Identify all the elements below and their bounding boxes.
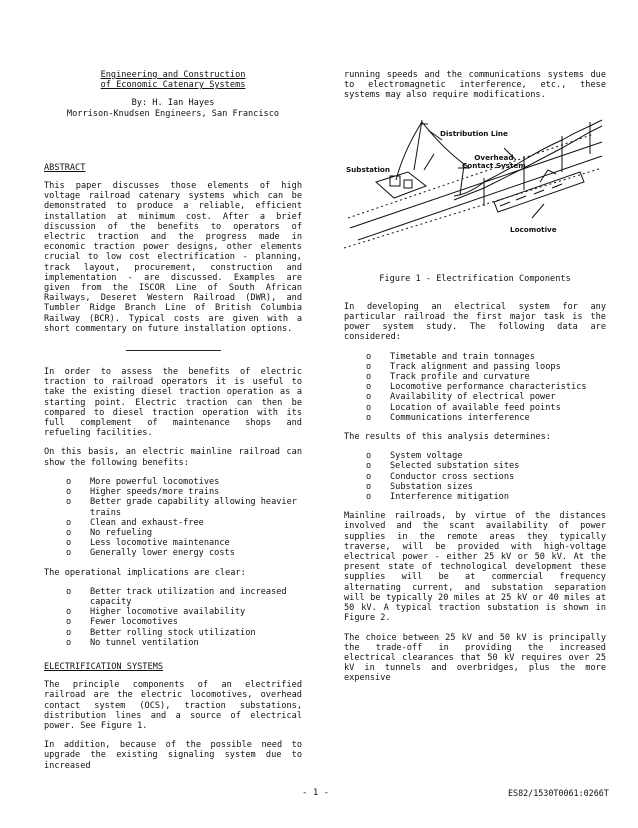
list-item: o Communications interference <box>366 412 530 423</box>
leader-line <box>424 154 434 170</box>
label-overhead-contact-system: Overhead Contact System <box>462 152 526 170</box>
electrification-paragraph-2-continued: running speeds and the communications systems due to electromagnetic interference, etc., these systems may also require modifications. <box>344 70 606 101</box>
list-item: o Generally lower energy costs <box>66 548 235 559</box>
list-item: o Track alignment and passing loops <box>366 361 561 372</box>
list-item: o Conductor cross sections <box>366 471 515 482</box>
abstract-heading: ABSTRACT <box>44 162 86 173</box>
paper-title-line-2: of Economic Catenary Systems <box>100 80 246 91</box>
document-code: ES82/1530T0061:0266T <box>508 788 609 798</box>
benefits-list <box>66 477 302 559</box>
list-item: o No refueling <box>66 527 153 538</box>
paper-title-line-1: Engineering and Construction <box>100 70 246 80</box>
list-item: o Location of available feed points <box>366 402 561 413</box>
list-item: o Better grade capability allowing heavier trains <box>66 497 297 518</box>
list-item: o Availability of electrical power <box>366 392 556 403</box>
section-divider <box>126 350 221 351</box>
list-item: o Fewer locomotives <box>66 617 178 628</box>
label-distribution-line: Distribution Line <box>440 128 508 138</box>
list-item: o No tunnel ventilation <box>66 637 199 648</box>
electrification-heading: ELECTRIFICATION SYSTEMS <box>44 661 163 672</box>
author: By: H. Ian Hayes <box>131 98 215 109</box>
study-paragraph-1: In developing an electrical system for any particular railroad the first major task is the power system study. The following data are considered: <box>344 301 606 343</box>
figure-1 <box>344 110 606 260</box>
intro-paragraph-1: In order to assess the benefits of electric traction to railroad operators it is useful to take the existing diesel traction operation as a starting point. Electric traction can then be compared to diesel traction operation with its full complement of maintenance shops and refueling facilities. <box>44 367 302 439</box>
list-item: o Selected substation sites <box>366 461 520 472</box>
intro-paragraph-3: The operational implications are clear: <box>44 567 246 578</box>
list-item: o Better rolling stock utilization <box>66 627 256 638</box>
list-item: o Clean and exhaust-free <box>66 517 204 528</box>
study-results-list <box>366 451 606 502</box>
substation-base <box>376 172 426 198</box>
list-item: o Locomotive performance characteristics <box>366 382 587 393</box>
intro-paragraph-2: On this basis, an electric mainline railroad can show the following benefits: <box>44 447 302 468</box>
study-paragraph-2: The results of this analysis determines: <box>344 432 551 443</box>
list-item: o Timetable and train tonnages <box>366 351 535 362</box>
electrification-paragraph-2: In addition, because of the possible need to upgrade the existing signaling system due to increased <box>44 740 302 771</box>
study-paragraph-3: Mainline railroads, by virtue of the distances involved and the scant availability of power supplies in the remote areas they typically traverse, will be provided with high-voltage electrical power - either 25 kV or 50 kV. At the present state of technological development these supplies will be at commercial frequency alternating current, and substation separation will be typically 20 miles at 25 kV or 40 miles at 50 kV. A typical traction substation is shown in Figure 2. <box>344 511 606 624</box>
study-paragraph-4: The choice between 25 kV and 50 kV is principally the trade-off in providing the increased electrical clearances that 50 kV requires over 25 kV in tunnels and overbridges, plus the more expensive <box>344 632 606 684</box>
list-item: o Interference mitigation <box>366 492 509 503</box>
abstract-text: This paper discusses those elements of high voltage railroad catenary systems which can be demonstrated to produce a reliable, efficient installation at minimum cost. After a brief discussion of the benefits to operators of electric traction and the progress made in economic traction power designs, other elements crucial to low cost electrification - planning, track layout, procurement, construction and implementation - are discussed. Examples are given from the ISCOR Line of South African Railways, Deseret Western Railroad (DWR), and Tumbler Ridge Branch Line of British Columbia Railway (BCR). Typical costs are given with a short commentary on future installation options. <box>44 181 302 334</box>
label-locomotive: Locomotive <box>510 224 557 234</box>
list-item: o System voltage <box>366 451 463 462</box>
locomotive-windows <box>500 184 562 206</box>
leader-line <box>532 204 544 218</box>
list-item: o Track profile and curvature <box>366 372 530 383</box>
list-item: o Better track utilization and increased capacity <box>66 586 287 607</box>
paper-header <box>44 70 302 119</box>
implications-list <box>66 587 302 648</box>
substation-transformer <box>404 180 412 188</box>
page-number: - 1 - <box>302 788 330 798</box>
electrification-paragraph-1: The principle components of an electrified railroad are the electric locomotives, overhead contact system (OCS), traction substations, distribution lines and a source of electrical power. See Figure 1. <box>44 680 302 731</box>
right-column <box>344 70 606 693</box>
list-item: o Higher speeds/more trains <box>66 487 220 498</box>
figure-1-caption: Figure 1 - Electrification Components <box>379 273 571 284</box>
label-substation: Substation <box>346 164 390 174</box>
left-column <box>44 70 302 780</box>
list-item: o More powerful locomotives <box>66 476 220 487</box>
affiliation: Morrison-Knudsen Engineers, San Francisco <box>66 108 280 119</box>
study-data-list <box>366 352 606 423</box>
track-edge <box>348 134 594 218</box>
list-item: o Substation sizes <box>366 481 473 492</box>
list-item: o Less locomotive maintenance <box>66 538 230 549</box>
distribution-wire <box>396 122 422 180</box>
list-item: o Higher locomotive availability <box>66 607 246 618</box>
